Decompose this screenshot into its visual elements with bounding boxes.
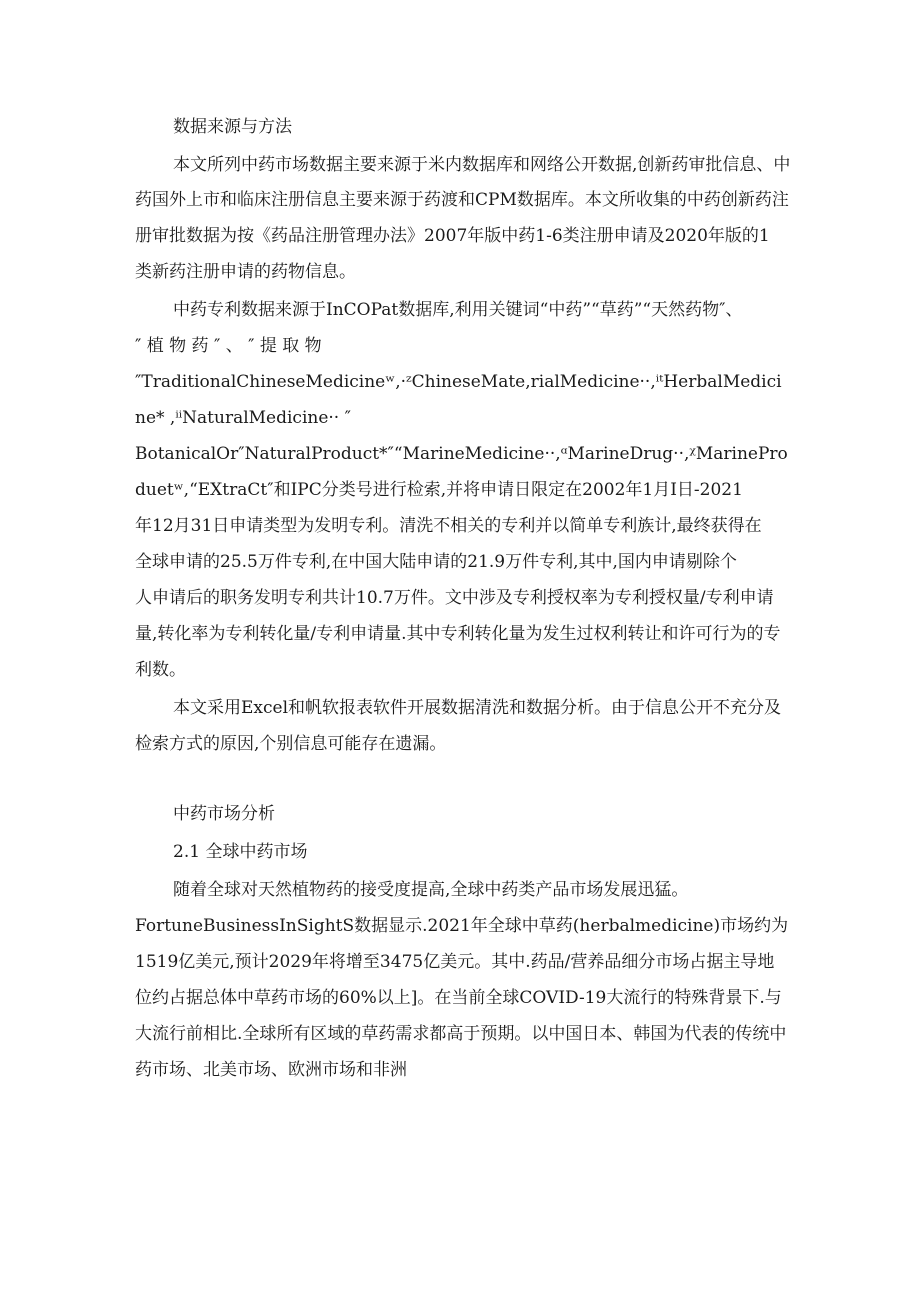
paragraph-line: 量,转化率为专利转化量/专利申请量.其中专利转化量为发生过权利转让和许可行为的专 [135, 624, 781, 644]
paragraph-line: 药国外上市和临床注册信息主要来源于药渡和CPM数据库。本文所收集的中药创新药注 [135, 190, 789, 210]
paragraph-line: 药市场、北美市场、欧洲市场和非洲 [135, 1060, 407, 1080]
paragraph-line: ″TraditionalChineseMedicineʷ,·ᶻChineseMate,rialMedicine··,ⁱᵗHerbalMedici [135, 372, 782, 392]
subsection-heading-global-market: 2.1 全球中药市场 [173, 842, 308, 862]
paragraph-line: 本文采用Excel和帆软报表软件开展数据清洗和数据分析。由于信息公开不充分及 [173, 698, 782, 718]
section-heading-market-analysis: 中药市场分析 [173, 804, 275, 824]
section-heading-data-sources: 数据来源与方法 [173, 117, 292, 137]
paragraph-line: BotanicalOr″NaturalProduct*″“MarineMedicine··,ᵅMarineDrug··,ᵡMarinePro [135, 444, 788, 464]
paragraph-line: ne* ,ⁱⁱNaturalMedicine·· ″ [135, 408, 351, 428]
paragraph-line: 位约占据总体中草药市场的60%以上]。在当前全球COVID-19大流行的特殊背景下.与 [135, 988, 782, 1008]
paragraph-line: 检索方式的原因,个别信息可能存在遗漏。 [135, 734, 447, 754]
paragraph-line: 大流行前相比.全球所有区域的草药需求都高于预期。以中国日本、韩国为代表的传统中 [135, 1024, 787, 1044]
paragraph-line: duetʷ,“EXtraCt″和IPC分类号进行检索,并将申请日限定在2002年1月I日-2021 [135, 480, 743, 500]
paragraph-line: 人申请后的职务发明专利共计10.7万件。文中涉及专利授权率为专利授权量/专利申请 [135, 588, 774, 608]
paragraph-line: 中药专利数据来源于InCOPat数据库,利用关键词“中药”“草药”“天然药物″、 [173, 300, 743, 320]
paragraph-line: 年12月31日申请类型为发明专利。清洗不相关的专利并以简单专利族计,最终获得在 [135, 516, 762, 536]
paragraph-line: ″ 植 物 药 ″ 、 ″ 提 取 物 [135, 336, 322, 356]
paragraph-line: 全球申请的25.5万件专利,在中国大陆申请的21.9万件专利,其中,国内申请剔除个 [135, 552, 737, 572]
paragraph-line: 随着全球对天然植物药的接受度提高,全球中药类产品市场发展迅猛。 [173, 880, 689, 900]
paragraph-line: 类新药注册申请的药物信息。 [135, 262, 356, 282]
paragraph-line: FortuneBusinessInSightS数据显示.2021年全球中草药(herbalmedicine)市场约为 [135, 916, 789, 936]
paragraph-line: 利数。 [135, 660, 186, 680]
paragraph-line: 1519亿美元,预计2029年将增至3475亿美元。其中.药品/营养品细分市场占据主导地 [135, 952, 775, 972]
paragraph-line: 本文所列中药市场数据主要来源于米内数据库和网络公开数据,创新药审批信息、中 [173, 155, 791, 175]
paragraph-line: 册审批数据为按《药品注册管理办法》2007年版中药1-6类注册申请及2020年版的1 [135, 226, 770, 246]
